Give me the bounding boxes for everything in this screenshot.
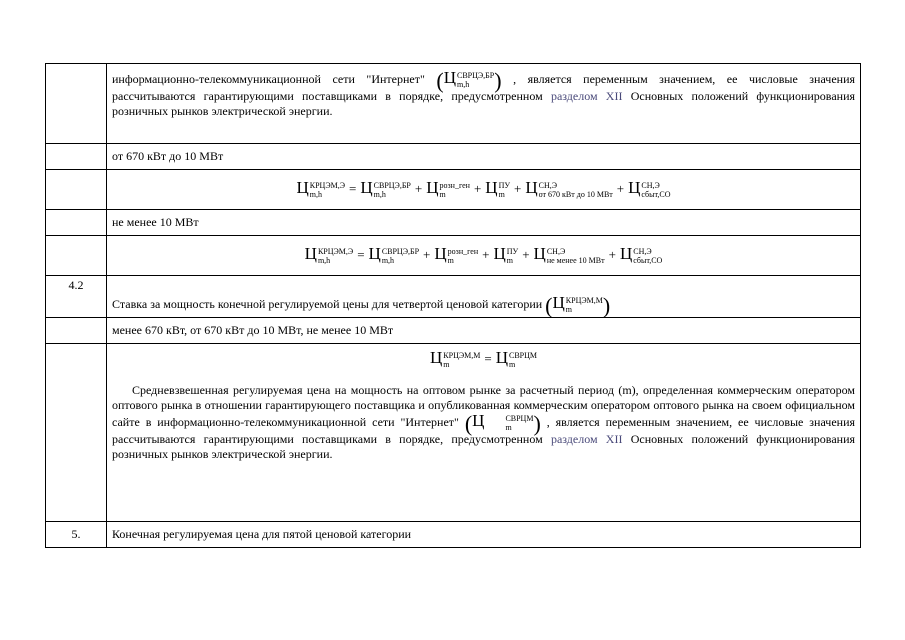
formula-term: Ц розн_ген m	[426, 177, 470, 199]
table-row	[46, 236, 861, 276]
row-number-cell	[46, 318, 107, 344]
row-number-cell	[46, 64, 107, 144]
formula-term: Ц СН,Э сбыт,СО	[628, 177, 671, 199]
formula-term: Ц КРЦЭМ,Э m,h	[304, 243, 354, 265]
range-label: от 670 кВт до 10 МВт	[107, 144, 861, 170]
formula-term: Ц ПУ m	[493, 243, 519, 265]
description-cell	[107, 276, 861, 318]
description-text: информационно-телекоммуникационной сети "Интернет"	[112, 72, 425, 86]
row-number-cell	[46, 170, 107, 210]
description-text: Основных положений функционирования розничных рынков электрической энергии.	[112, 89, 856, 119]
description-text: Ставка за мощность конечной регулируемой цены для четвертой ценовой категории	[112, 296, 543, 311]
formula-cell: Ц КРЦЭМ,Э m,h = Ц СВРЦЭ,БР m,h + Ц розн_ген m + Ц ПУ m + Ц СН,Э от 670 кВт до 10 МВт + Ц СН,Э сбыт,СО	[107, 170, 861, 210]
description-text: Конечная регулируемая цена для пятой ценовой категории	[107, 522, 861, 548]
table-row	[46, 170, 861, 210]
formula-cell: Ц КРЦЭМ,Э m,h = Ц СВРЦЭ,БР m,h + Ц розн_ген m + Ц ПУ m + Ц СН,Э не менее 10 МВт + Ц СН,Э сбыт,СО	[107, 236, 861, 276]
table-row	[46, 522, 861, 548]
description-cell	[107, 344, 861, 522]
row-number-cell	[46, 344, 107, 522]
description-paragraph: Средневзвешенная регулируемая цена на мощность на оптовом рынке за расчетный период (m), определенная коммерческим оператором оптового рынка в отношении гарантирующего поставщика и опубликованная коммерческим оператором оптового рынка на своем официальном сайте в информационно-телекоммуникационной сети "Интернет" (Ц СВРЦМ m ) , является переменным значением, ее числовые значения рассчитываются гарантирующими поставщиками в порядке, предусмотренном разделом XII Основных положений функционирования розничных рынков электрической энергии.	[112, 383, 856, 462]
row-number: 5.	[71, 527, 81, 541]
range-label: менее 670 кВт, от 670 кВт до 10 МВт, не менее 10 МВт	[107, 318, 861, 344]
range-label: не менее 10 МВт	[107, 210, 861, 236]
formula-term: Ц СВРЦЭ,БР m,h	[368, 243, 420, 265]
row-number-cell	[46, 210, 107, 236]
formula-term: Ц СВРЦЭ,БР m,h	[360, 177, 411, 199]
formula-term: Ц СН,Э не менее 10 МВт	[533, 243, 605, 265]
formula-symbol: (Ц СВРЦМ m )	[464, 410, 541, 436]
formula-term: Ц СН,Э от 670 кВт до 10 МВт	[525, 177, 613, 199]
formula-symbol: (Ц СВРЦЭ,БР m,h )	[436, 67, 502, 93]
formula-symbol: (Ц КРЦЭМ,М m )	[545, 292, 611, 318]
row-number-cell	[46, 276, 107, 318]
table-row	[46, 276, 861, 318]
row-number: 4.2	[68, 278, 84, 292]
section-link[interactable]: разделом XII	[550, 432, 623, 447]
formula-term: Ц СН,Э сбыт,СО	[619, 243, 663, 265]
formula: Ц КРЦЭМ,М m = Ц СВРЦМ m	[430, 348, 537, 370]
table-row	[46, 210, 861, 236]
table-row	[46, 344, 861, 522]
formula-term: Ц ПУ m	[485, 177, 511, 199]
section-link[interactable]: разделом XII	[550, 89, 623, 104]
tariff-table	[45, 63, 861, 548]
description-cell	[107, 64, 861, 144]
row-number-cell	[46, 144, 107, 170]
formula-term: Ц розн_ген m	[434, 243, 479, 265]
row-number-cell	[46, 522, 107, 548]
table-row	[46, 318, 861, 344]
row-number-cell	[46, 236, 107, 276]
formula-term: Ц КРЦЭМ,Э m,h	[296, 177, 346, 199]
table-row	[46, 64, 861, 144]
table-row	[46, 144, 861, 170]
description-text: , является переменным значением, ее числовые значения рассчитываются гарантирующими поставщиками в порядке, предусмотренном	[112, 72, 856, 104]
